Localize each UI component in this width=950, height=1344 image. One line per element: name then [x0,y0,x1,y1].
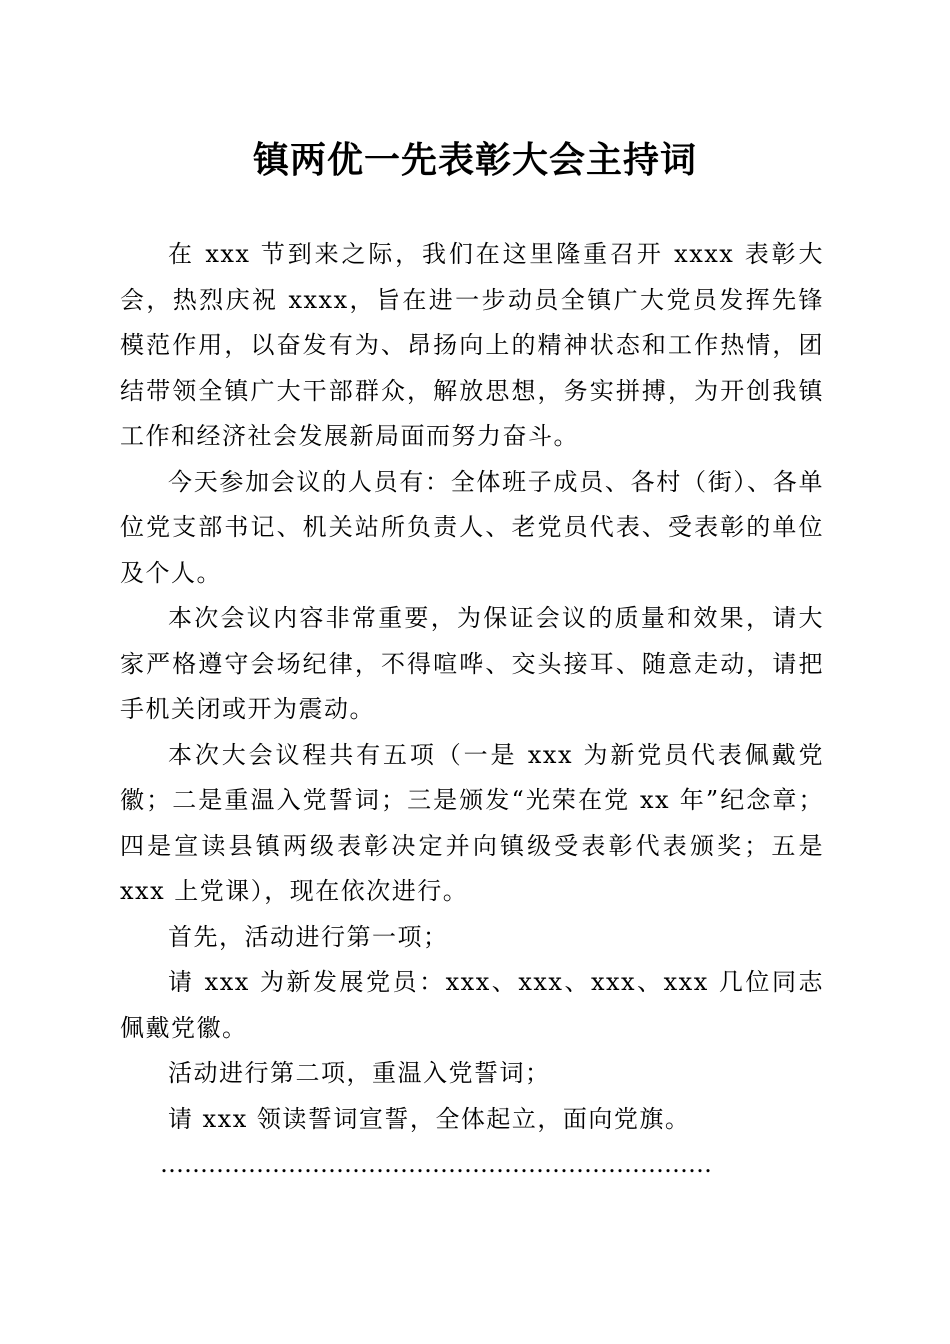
paragraph-agenda: 本次大会议程共有五项（一是 xxx 为新党员代表佩戴党徽；二是重温入党誓词；三是颁发“光荣在党 xx 年”纪念章；四是宣读县镇两级表彰决定并向镇级受表彰代表颁奖；五是 xxx 上党课），现在依次进行。 [120,740,824,905]
document-body [120,232,824,1188]
paragraph-badge: 请 xxx 为新发展党员：xxx、xxx、xxx、xxx 几位同志佩戴党徽。 [120,968,824,1042]
paragraph-attendees: 今天参加会议的人员有：全体班子成员、各村（街）、各单位党支部书记、机关站所负责人、老党员代表、受表彰的单位及个人。 [120,467,824,587]
paragraph-item-one: 首先，活动进行第一项； [168,922,449,951]
document-title: 镇两优一先表彰大会主持词 [252,139,697,181]
paragraph-item-two: 活动进行第二项，重温入党誓词； [168,1059,551,1087]
paragraph-oath: 请 xxx 领读誓词宣誓，全体起立，面向党旗。 [168,1104,691,1133]
paragraph-discipline: 本次会议内容非常重要，为保证会议的质量和效果，请大家严格遵守会场纪律，不得喧哗、交头接耳、随意走动，请把手机关闭或开为震动。 [120,604,824,723]
paragraph-opening: 在 xxx 节到来之际，我们在这里隆重召开 xxxx 表彰大会，热烈庆祝 xxxx，旨在进一步动员全镇广大党员发挥先锋模范作用，以奋发有为、昂扬向上的精神状态和工作热情，团结带领全镇广大干部群众，解放思想，务实拼搏，为开创我镇工作和经济社会发展新局面而努力奋斗。 [120,240,824,450]
ellipsis-line: …………………………………………………………… [160,1150,712,1178]
